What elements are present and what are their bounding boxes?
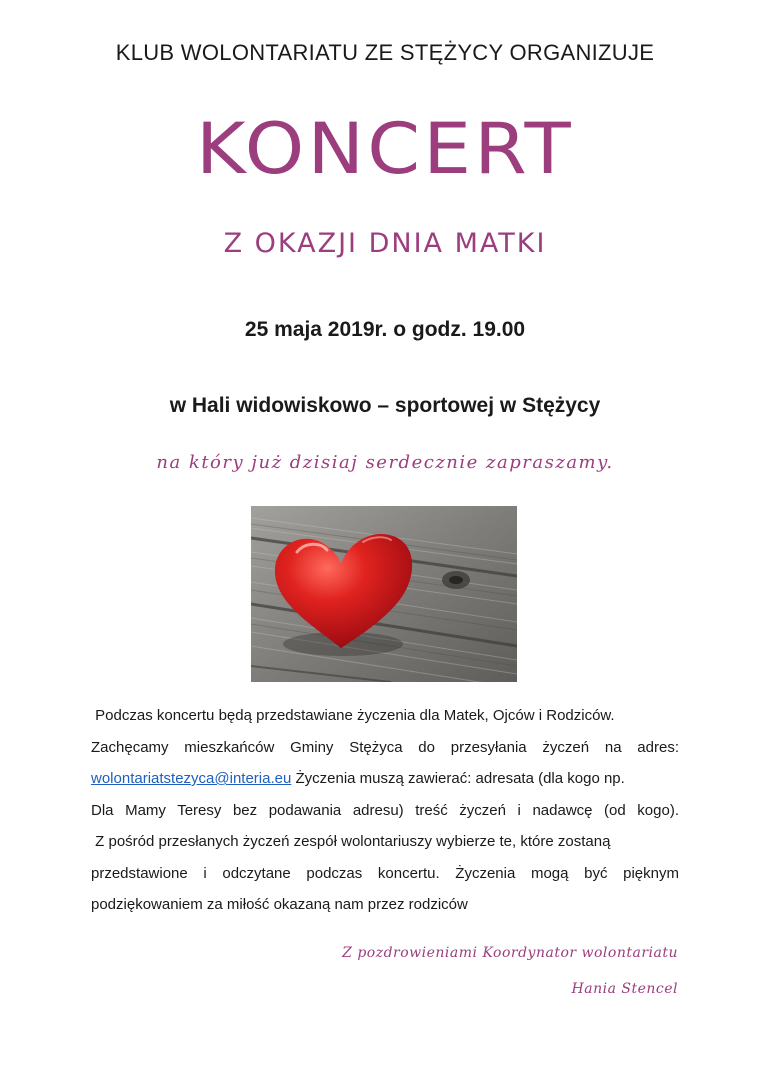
- event-venue: w Hali widowiskowo – sportowej w Stężycy: [169, 394, 601, 417]
- heart-photo: [251, 506, 517, 682]
- body-line-3-text: Życzenia muszą zawierać: adresata (dla kogo np.: [291, 770, 625, 787]
- body-line-3: [91, 763, 679, 795]
- body-line-2: Zachęcamy mieszkańców Gminy Stężyca do przesyłania życzeń na adres:: [91, 738, 679, 756]
- event-title: KONCERT: [196, 108, 574, 190]
- body-line-5: [91, 826, 679, 858]
- signature-greeting: Z pozdrowieniami Koordynator wolontariatu: [342, 945, 678, 961]
- body-line-5-text: Z pośród przesłanych życzeń zespół wolontariuszy wybierze te, które zostaną: [95, 833, 611, 850]
- email-link[interactable]: wolontariatstezyca@interia.eu: [91, 770, 292, 787]
- body-line-1: [91, 700, 679, 732]
- signature-name: Hania Stencel: [571, 981, 678, 997]
- body-text: [91, 700, 679, 921]
- body-line-7: podziękowaniem za miłość okazaną nam przez rodziców: [91, 896, 468, 913]
- body-line-1-text: Podczas koncertu będą przedstawiane życzenia dla Matek, Ojców i Rodziców.: [95, 707, 615, 724]
- body-line-6: przedstawione i odczytane podczas koncertu. Życzenia mogą być pięknym: [91, 864, 679, 882]
- organizer-header: KLUB WOLONTARIATU ZE STĘŻYCY ORGANIZUJE: [115, 40, 655, 65]
- event-subtitle: Z OKAZJI DNIA MATKI: [223, 228, 547, 259]
- invitation-line: na który już dzisiaj serdecznie zapraszamy.: [156, 452, 614, 473]
- body-line-4: Dla Mamy Teresy bez podawania adresu) treść życzeń i nadawcę (od kogo).: [91, 801, 679, 819]
- heart-on-wood-image: [251, 506, 517, 682]
- event-date: 25 maja 2019r. o godz. 19.00: [244, 318, 526, 341]
